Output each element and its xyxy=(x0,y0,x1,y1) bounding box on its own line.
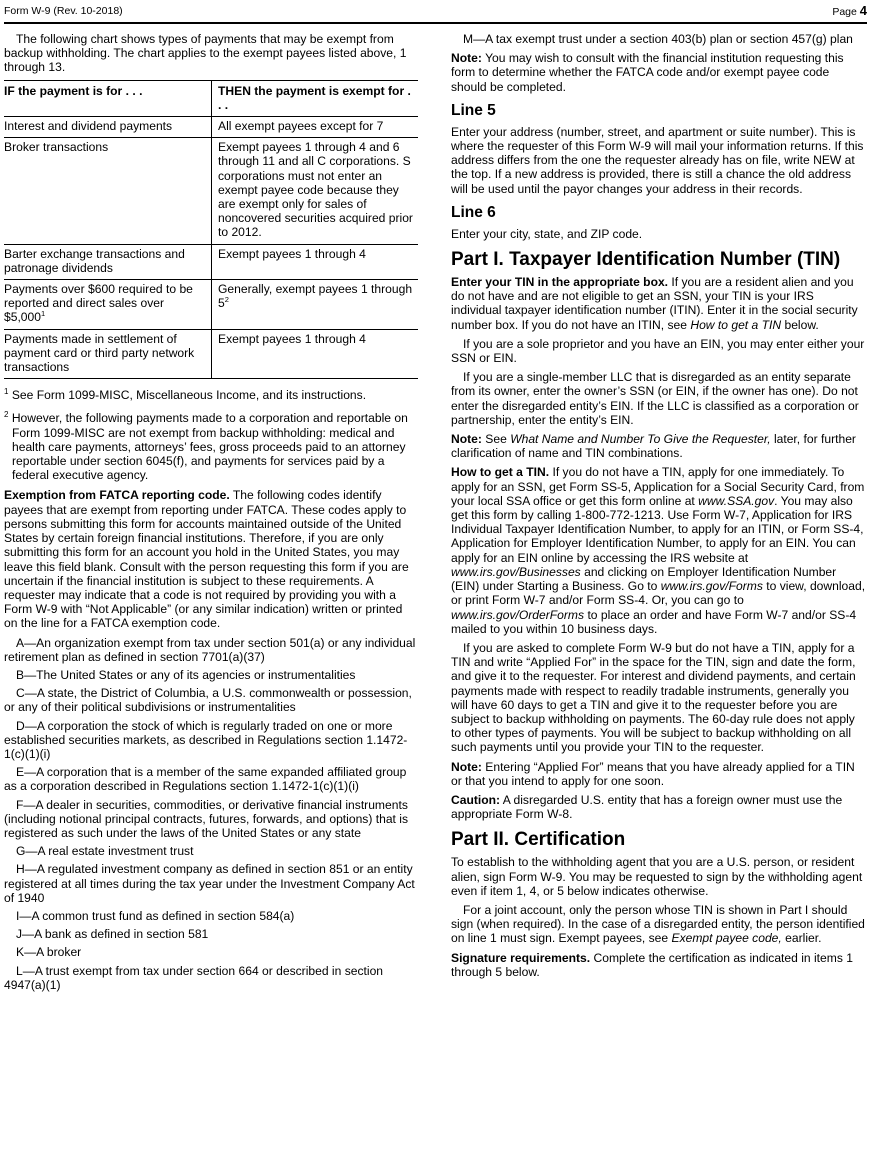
line5-body: Enter your address (number, street, and apartment or suite number). This is where the requester of this Form W-9 will mail your information returns. If this address differs from the one the requester already has on file, write NEW at the top. If a new address is provided, there is still a chance the old address will be used until the payor changes your address in their records. xyxy=(451,124,864,196)
note-ref: What Name and Number To Give the Requester, xyxy=(510,432,771,447)
signature-body: Complete the certification as indicated in items 1 through 5 below. xyxy=(451,950,853,979)
part2-heading: Part II. Certification xyxy=(451,829,626,851)
payment-cell: Barter exchange transactions and patronage dividends xyxy=(4,244,212,279)
certification-para: To establish to the withholding agent that you are a U.S. person, or resident alien, sign Form W-9. You may be requested to sign by the withholding agent even if item 1, 4, or 5 below indicates otherwise. xyxy=(451,855,863,898)
form-identifier xyxy=(4,4,123,18)
payment-cell: Payments made in settlement of payment card or third party network transactions xyxy=(4,329,212,379)
how-to-lead: How to get a TIN. xyxy=(451,465,550,480)
note-text: Entering “Applied For” means that you have already applied for a TIN or that you intend to apply for one soon. xyxy=(451,759,855,788)
fatca-code-d: D—A corporation the stock of which is regularly traded on one or more established securities markets, as described in Regulations section 1.1472-1(c)(1)(i) xyxy=(4,718,408,761)
footnote-text: However, the following payments made to a corporation and reportable on Form 1099-MISC are not exempt from backup withholding: medical and health care payments, attorneys’ fees, gross proceeds paid to an attorney reportable under section 6045(f), and payments for services paid by a federal executive agency. xyxy=(11,411,408,483)
form-revision: (Rev. 10-2018) xyxy=(53,5,123,17)
left-column xyxy=(4,32,418,996)
exempt-cell xyxy=(212,280,419,330)
fatca-section xyxy=(4,488,418,630)
exempt-cell: Exempt payees 1 through 4 xyxy=(212,244,419,279)
fatca-code-b: B—The United States or any of its agencies or instrumentalities xyxy=(16,667,356,682)
page-header xyxy=(4,4,867,24)
fatca-code-i: I—A common trust fund as defined in section 584(a) xyxy=(16,908,295,923)
footnote-text: See Form 1099-MISC, Miscellaneous Income, and its instructions. xyxy=(11,388,367,403)
caution-label: Caution: xyxy=(451,792,501,807)
payment-cell xyxy=(4,280,212,330)
signature-requirements xyxy=(451,951,866,979)
chart-col2-header: THEN the payment is exempt for . . . xyxy=(212,80,419,116)
line6-heading: Line 6 xyxy=(451,203,496,221)
how-to-text: to view, download, or print Form W-7 and/or Form SS-4. Or, you can go to xyxy=(451,579,866,608)
chart-header-row xyxy=(4,80,418,116)
chart-col1-header: IF the payment is for . . . xyxy=(4,80,212,116)
note-applied-for xyxy=(451,760,866,788)
payment-text: Payments over $600 required to be reported and direct sales over $5,000 xyxy=(4,282,193,325)
page-number xyxy=(832,4,867,19)
note-label: Note: xyxy=(451,759,482,774)
fatca-code-f: F—A dealer in securities, commodities, or derivative financial instruments (including notional principal contracts, futures, forwards, and options) that is registered as such under the laws of the United States or any state xyxy=(4,797,409,840)
payment-cell: Broker transactions xyxy=(4,138,212,244)
irs-businesses-link[interactable]: www.irs.gov/Businesses xyxy=(451,564,581,579)
note-label: Note: xyxy=(451,432,482,447)
part1-lead: Enter your TIN in the appropriate box. xyxy=(451,275,669,290)
page-number-value: 4 xyxy=(859,3,867,18)
footnote-number: 1 xyxy=(4,387,9,397)
fatca-code-j: J—A bank as defined in section 581 xyxy=(16,927,209,942)
how-to-text: If you do not have a TIN, apply for one immediately. To apply for an SSN, get Form SS-5, Application for a Social Security Card, from your local SSA office or get this form online at xyxy=(451,465,865,508)
table-row xyxy=(4,329,418,379)
joint-ref: Exempt payee code, xyxy=(671,931,782,946)
how-to-text: to place an order and have Form W-7 and/or SS-4 mailed to you within 10 business days. xyxy=(451,607,857,636)
note-fatca xyxy=(451,51,866,94)
note-text: See xyxy=(485,432,507,447)
exempt-text: Generally, exempt payees 1 through 5 xyxy=(218,282,413,311)
note-label: Note: xyxy=(451,51,482,66)
how-to-get-tin xyxy=(451,465,866,635)
footnote-1 xyxy=(4,385,418,402)
joint-text: earlier. xyxy=(785,931,822,946)
part1-end: below. xyxy=(784,317,819,332)
sole-proprietor-para: If you are a sole proprietor and you have an EIN, you may enter either your SSN or EIN. xyxy=(451,336,865,366)
irs-orderforms-link[interactable]: www.irs.gov/OrderForms xyxy=(451,607,585,622)
page-label: Page xyxy=(832,6,857,18)
table-row xyxy=(4,138,418,244)
table-row xyxy=(4,280,418,330)
part1-ref: How to get a TIN xyxy=(690,317,782,332)
joint-account-para xyxy=(451,903,866,946)
note-text: later, for further clarification of name and TIN combinations. xyxy=(451,432,856,461)
part1-intro xyxy=(451,275,866,332)
joint-text: For a joint account, only the person whose TIN is shown in Part I should sign (when required). In the case of a disregarded entity, the person identified on line 1 must sign. Exempt payees, see xyxy=(451,902,865,946)
fatca-title: Exemption from FATCA reporting code. xyxy=(4,488,230,503)
line6-body: Enter your city, state, and ZIP code. xyxy=(451,226,643,241)
right-column xyxy=(451,32,866,984)
how-to-text: and clicking on Employer Identification Number (EIN) under Starting a Business. Go to xyxy=(451,564,837,594)
fatca-code-h: H—A regulated investment company as defined in section 851 or an entity registered at all times during the tax year under the Investment Company Act of 1940 xyxy=(4,862,415,905)
exempt-cell: All exempt payees except for 7 xyxy=(212,117,419,138)
line5-heading: Line 5 xyxy=(451,101,496,119)
form-label: Form W-9 xyxy=(4,5,51,17)
llc-para: If you are a single-member LLC that is disregarded as an entity separate from its owner, enter the owner’s SSN (or EIN, if the owner has one). Do not enter the disregarded entity’s EIN. If the LLC is classified as a corporation or partnership, enter the entity’s EIN. xyxy=(451,370,859,427)
ssa-link[interactable]: www.SSA.gov xyxy=(698,493,775,508)
note-text: You may wish to consult with the financial institution requesting this form to determine whether the FATCA code and/or exempt payee code should be completed. xyxy=(451,51,844,94)
footnote-ref: 1 xyxy=(41,309,46,319)
fatca-code-l: L—A trust exempt from tax under section 664 or described in section 4947(a)(1) xyxy=(4,963,384,992)
fatca-code-c: C—A state, the District of Columbia, a U.S. commonwealth or possession, or any of their political subdivisions or instrumentalities xyxy=(4,686,412,715)
part1-heading: Part I. Taxpayer Identification Number (TIN) xyxy=(451,249,841,271)
footnote-2 xyxy=(4,408,418,482)
fatca-code-e: E—A corporation that is a member of the same expanded affiliated group as a corporation described in Regulations section 1.1472-1(c)(1)(i) xyxy=(4,765,407,794)
exempt-payments-chart xyxy=(4,80,418,380)
footnote-ref: 2 xyxy=(224,295,229,305)
exempt-cell: Exempt payees 1 through 4 xyxy=(212,329,419,379)
fatca-code-m: M—A tax exempt trust under a section 403(b) plan or section 457(g) plan xyxy=(463,32,853,46)
table-row xyxy=(4,117,418,138)
fatca-code-k: K—A broker xyxy=(16,945,82,960)
caution-text: A disregarded U.S. entity that has a foreign owner must use the appropriate Form W-8. xyxy=(451,792,843,822)
exempt-cell: Exempt payees 1 through 4 and 6 through 11 and all C corporations. S corporations must not enter an exempt payee code because they are exempt only for sales of noncovered securities acquired prior to 2012. xyxy=(212,138,419,244)
signature-lead: Signature requirements. xyxy=(451,950,591,965)
how-to-text: . You may also get this form by calling 1-800-772-1213. Use Form W-7, Application for IRS Individual Taxpayer Identification Number, to apply for an ITIN, or Form SS-4, Application for Employer Identification Number, to apply for an EIN. You can apply for an EIN online by accessing the IRS website at xyxy=(451,493,864,565)
footnote-number: 2 xyxy=(4,410,9,420)
part1-body: If you are a resident alien and you do not have and are not eligible to get an SSN, your TIN is your IRS individual taxpayer identification number (ITIN). Enter it in the social security number box. If you do not have an ITIN, see xyxy=(451,275,858,332)
irs-forms-link[interactable]: www.irs.gov/Forms xyxy=(660,579,763,594)
table-row xyxy=(4,244,418,279)
note-name-number xyxy=(451,432,866,460)
payment-cell: Interest and dividend payments xyxy=(4,117,212,138)
applied-for-para: If you are asked to complete Form W-9 but do not have a TIN, apply for a TIN and write “Applied For” in the space for the TIN, sign and date the form, and give it to the requester. For interest and dividend payments, and certain payments made with respect to readily tradable instruments, generally you will have 60 days to get a TIN and give it to the requester before you are subject to backup withholding on payments. The 60-day rule does not apply to other types of payments. You will be subject to backup withholding on all such payments until you provide your TIN to the requester. xyxy=(451,640,856,755)
chart-intro: The following chart shows types of payments that may be exempt from backup withholding. The chart applies to the exempt payees listed above, 1 through 13. xyxy=(4,32,407,75)
fatca-code-a: A—An organization exempt from tax under section 501(a) or any individual retirement plan as defined in section 7701(a)(37) xyxy=(4,635,416,664)
fatca-body: The following codes identify payees that are exempt from reporting under FATCA. These codes apply to persons submitting this form for accounts maintained outside of the United States by certain foreign financial institutions. Therefore, if you are only submitting this form for an account you hold in the United States, you may leave this field blank. Consult with the person requesting this form if you are uncertain if the financial institution is subject to these requirements. A requester may indicate that a code is not required by providing you with a Form W-9 with “Not Applicable” (or any similar indication) written or printed on the line for a FATCA exemption code. xyxy=(4,488,409,631)
fatca-code-g: G—A real estate investment trust xyxy=(16,844,194,859)
caution-para xyxy=(451,793,866,821)
